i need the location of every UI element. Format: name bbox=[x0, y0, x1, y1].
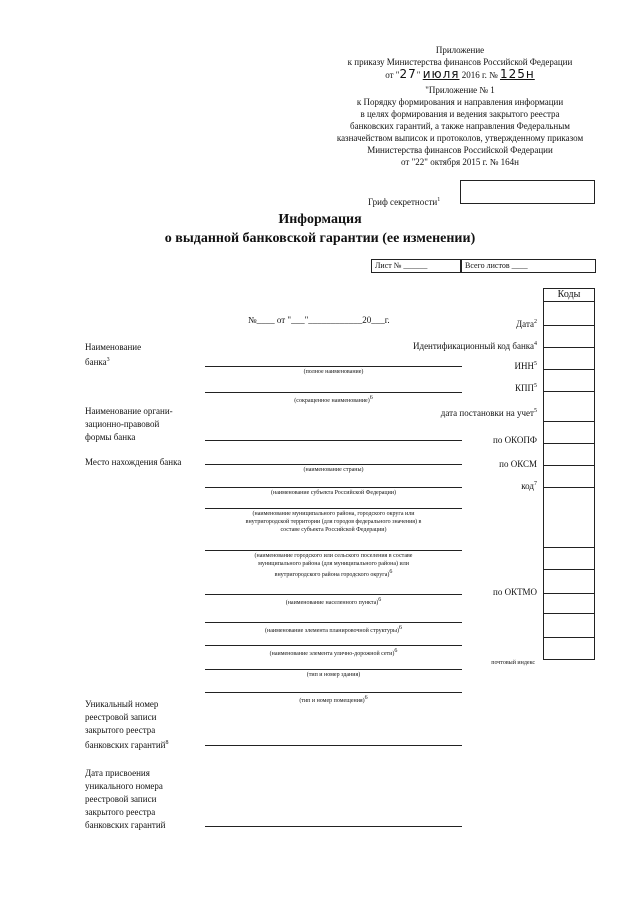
caption-street: (наименование элемента улично-дорожной сети)6 bbox=[269, 648, 398, 657]
caption-short-name: (сокращенное наименование)6 bbox=[294, 395, 373, 404]
secrecy-label: Гриф секретности$^1$ bbox=[368, 197, 441, 207]
caption-municipal-2: внутригородской территории (для городов федерального значения) в bbox=[245, 519, 422, 525]
number-date-line[interactable]: №____ от "___"____________20___г. bbox=[248, 315, 390, 325]
label-okopf: по ОКОПФ bbox=[493, 435, 537, 445]
appendix-line: казначейством выписок и протоколов, утвержденному приказом bbox=[336, 133, 584, 143]
assign-date-line[interactable] bbox=[205, 826, 462, 827]
locality-line[interactable] bbox=[205, 594, 462, 595]
code-cell-okopf[interactable] bbox=[543, 422, 595, 444]
date-month: июля bbox=[422, 67, 460, 81]
caption-locality: (наименование населенного пункта)6 bbox=[285, 597, 382, 606]
code-cell-code[interactable] bbox=[543, 466, 595, 488]
unique-number-label-4: банковских гарантий$^8$ bbox=[85, 740, 169, 750]
bank-name-label-2: банка$^3$ bbox=[85, 357, 110, 367]
assign-date-label-4: закрытого реестра bbox=[85, 807, 156, 817]
appendix-line: банковских гарантий, а также направления Федеральным bbox=[350, 121, 570, 131]
code-cell-oktmo-2[interactable] bbox=[543, 570, 595, 594]
appendix-line: от "22" октября 2015 г. № 164н bbox=[401, 157, 519, 167]
unique-number-label-3: закрытого реестра bbox=[85, 725, 156, 735]
opf-label-2: зационно-правовой bbox=[85, 419, 160, 429]
location-label: Место нахождения банка bbox=[85, 457, 182, 467]
appendix-line: в целях формирования и ведения закрытого реестра bbox=[360, 109, 560, 119]
planning-line[interactable] bbox=[205, 622, 462, 623]
form-title: Информация bbox=[278, 212, 362, 227]
premises-line[interactable] bbox=[205, 692, 462, 693]
caption-country: (наименование страны) bbox=[303, 467, 364, 473]
caption-planning: (наименование элемента планировочной структуры)6 bbox=[265, 625, 402, 634]
settlement-line[interactable] bbox=[205, 550, 462, 551]
appendix-line: Министерства финансов Российской Федерации bbox=[367, 145, 553, 155]
order-date bbox=[290, 68, 630, 81]
building-line[interactable] bbox=[205, 669, 462, 670]
caption-premises: (тип и номер помещения)6 bbox=[299, 695, 368, 704]
label-oksm: по ОКСМ bbox=[499, 459, 537, 469]
code-cell-inn[interactable] bbox=[543, 348, 595, 370]
label-code: код$^7$ bbox=[521, 481, 537, 491]
date-prefix: от " bbox=[385, 70, 400, 80]
caption-building: (тип и номер здания) bbox=[306, 672, 361, 678]
assign-date-label-2: уникального номера bbox=[85, 781, 163, 791]
caption-municipal-1: (наименование муниципального района, городского округа или bbox=[252, 511, 415, 517]
code-cell-kpp[interactable] bbox=[543, 370, 595, 392]
order-reference: к приказу Министерства финансов Российской Федерации bbox=[347, 57, 573, 67]
street-line[interactable] bbox=[205, 645, 462, 646]
code-cell-oktmo[interactable] bbox=[543, 548, 595, 570]
sheet-number[interactable]: Лист № ______ bbox=[371, 259, 461, 273]
label-bank-id: Идентификационный код банка$^4$ bbox=[412, 341, 537, 351]
date-year: 2016 г. № bbox=[461, 70, 498, 80]
code-cell-blank[interactable] bbox=[543, 488, 595, 548]
code-cell-oksm[interactable] bbox=[543, 444, 595, 466]
code-cell-reg-date[interactable] bbox=[543, 392, 595, 422]
municipal-line[interactable] bbox=[205, 508, 462, 509]
unique-number-line[interactable] bbox=[205, 745, 462, 746]
date-mid: " bbox=[416, 70, 421, 80]
label-reg-date: дата постановки на учет$^5$ bbox=[440, 408, 537, 418]
date-number: 125н bbox=[500, 67, 535, 81]
code-cell-date[interactable] bbox=[543, 302, 595, 326]
secrecy-box[interactable] bbox=[460, 180, 595, 204]
opf-label: Наименование органи- bbox=[85, 406, 173, 416]
appendix-title: "Приложение № 1 bbox=[425, 85, 495, 95]
label-oktmo: по ОКТМО bbox=[493, 587, 537, 597]
codes-header: Коды bbox=[543, 288, 595, 302]
label-postal: почтовый индекс bbox=[491, 660, 535, 666]
code-cell-locality[interactable] bbox=[543, 594, 595, 614]
code-cell-last[interactable] bbox=[543, 638, 595, 660]
caption-settlement-2: муниципального района (для муниципального района) или bbox=[258, 561, 409, 567]
short-name-line[interactable] bbox=[205, 392, 462, 393]
full-name-line[interactable] bbox=[205, 366, 462, 367]
label-inn: ИНН$^5$ bbox=[514, 361, 537, 371]
appendix-label: Приложение bbox=[435, 45, 485, 55]
country-line[interactable] bbox=[205, 464, 462, 465]
caption-municipal-3: составе субъекта Российской Федерации) bbox=[280, 527, 387, 533]
total-sheets[interactable]: Всего листов ____ bbox=[461, 259, 596, 273]
label-kpp: КПП$^5$ bbox=[514, 383, 537, 393]
opf-label-3: формы банка bbox=[85, 432, 136, 442]
bank-name-label: Наименование bbox=[85, 342, 142, 352]
codes-column bbox=[543, 302, 595, 660]
subject-line[interactable] bbox=[205, 487, 462, 488]
date-day: 27 bbox=[399, 67, 417, 81]
caption-settlement-3: внутригородского района городского округа)6 bbox=[274, 569, 393, 578]
opf-line[interactable] bbox=[205, 440, 462, 441]
unique-number-label: Уникальный номер bbox=[85, 699, 159, 709]
assign-date-label: Дата присвоения bbox=[85, 768, 150, 778]
assign-date-label-5: банковских гарантий bbox=[85, 820, 166, 830]
appendix-line: к Порядку формирования и направления информации bbox=[356, 97, 564, 107]
label-date: Дата$^2$ bbox=[516, 319, 537, 329]
caption-settlement-1: (наименование городского или сельского поселения в составе bbox=[254, 553, 413, 559]
caption-subject: (наименование субъекта Российской Федерации) bbox=[270, 490, 397, 496]
unique-number-label-2: реестровой записи bbox=[85, 712, 157, 722]
assign-date-label-3: реестровой записи bbox=[85, 794, 157, 804]
form-subtitle: о выданной банковской гарантии (ее изменении) bbox=[164, 231, 476, 246]
code-cell-bank-id[interactable] bbox=[543, 326, 595, 348]
code-cell-postal[interactable] bbox=[543, 614, 595, 638]
caption-full-name: (полное наименование) bbox=[303, 369, 364, 375]
